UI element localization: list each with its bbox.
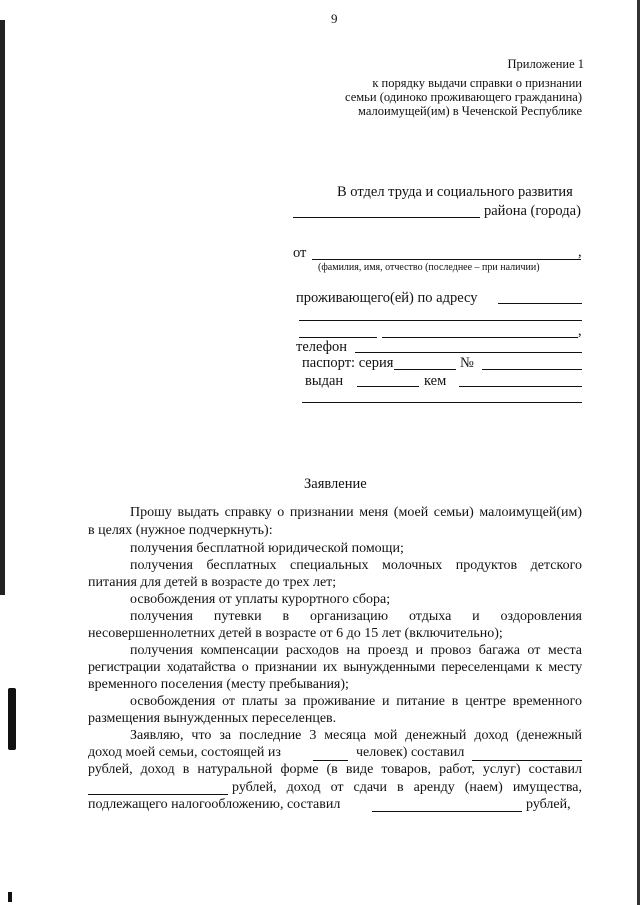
natural-income-blank bbox=[88, 794, 228, 795]
statement-line: Заявляю, что за последние 3 месяца мой денежный доход (денежный bbox=[130, 728, 582, 743]
passport-number-label: № bbox=[460, 355, 474, 371]
statement-line: Прошу выдать справку о признании меня (моей семьи) малоимущей(им) bbox=[130, 505, 582, 520]
statement-line: доход моей семьи, состоящей из bbox=[88, 745, 281, 760]
passport-number-blank bbox=[482, 369, 582, 370]
from-label: от bbox=[293, 245, 307, 261]
statement-line: человек) составил bbox=[356, 745, 465, 760]
address-blank bbox=[382, 337, 578, 338]
addressee-department: В отдел труда и социального развития bbox=[337, 184, 573, 200]
statement-line: временного поселения (месту пребывания); bbox=[88, 677, 349, 692]
rental-income-blank bbox=[372, 811, 522, 812]
issued-by-label: кем bbox=[424, 373, 447, 389]
scan-mark bbox=[8, 688, 16, 750]
scan-dot bbox=[8, 892, 12, 902]
statement-line: освобождения от уплаты курортного сбора; bbox=[130, 592, 391, 607]
district-blank bbox=[293, 217, 480, 218]
statement-line: получения путевки в организацию отдыха и оздоровления bbox=[130, 609, 582, 624]
statement-line: регистрации ходатайства о признании их вынужденными переселенцами к месту bbox=[88, 660, 582, 675]
statement-line: получения компенсации расходов на проезд и провоз багажа от места bbox=[130, 643, 582, 658]
statement-line: размещения вынужденных переселенцев. bbox=[88, 711, 337, 726]
scan-edge-left bbox=[0, 20, 5, 595]
fullname-blank bbox=[312, 259, 581, 260]
passport-series-label: паспорт: серия bbox=[302, 355, 394, 371]
statement-line: получения бесплатных специальных молочных продуктов детского bbox=[130, 558, 582, 573]
income-blank bbox=[472, 760, 582, 761]
appendix-title: Приложение 1 bbox=[507, 57, 584, 71]
address-blank bbox=[498, 303, 582, 304]
issued-date-blank bbox=[357, 386, 419, 387]
statement-line: получения бесплатной юридической помощи; bbox=[130, 541, 404, 556]
statement-line: рублей, доход в натуральной форме (в виде товаров, работ, услуг) составил bbox=[88, 762, 582, 777]
address-blank bbox=[299, 337, 377, 338]
address-blank bbox=[299, 320, 582, 321]
issued-by-blank bbox=[459, 386, 582, 387]
appendix-line: семьи (одиноко проживающего гражданина) bbox=[345, 90, 582, 104]
residence-label: проживающего(ей) по адресу bbox=[296, 290, 478, 306]
fullname-caption: (фамилия, имя, отчество (последнее – при наличии) bbox=[318, 262, 540, 273]
appendix-line: малоимущей(им) в Чеченской Республике bbox=[358, 104, 582, 118]
issued-by-blank bbox=[302, 402, 582, 403]
page-number: 9 bbox=[331, 11, 338, 26]
statement-line: рублей, доход от сдачи в аренду (наем) имущества, bbox=[232, 780, 582, 795]
statement-line: в целях (нужное подчеркнуть): bbox=[88, 523, 273, 538]
phone-label: телефон bbox=[296, 339, 348, 355]
phone-blank bbox=[355, 352, 582, 353]
appendix-line: к порядку выдачи справки о признании bbox=[372, 76, 582, 90]
statement-line: питания для детей в возрасте до трех лет; bbox=[88, 575, 337, 590]
family-size-blank bbox=[313, 760, 348, 761]
statement-line: рублей, bbox=[526, 797, 571, 812]
passport-series-blank bbox=[394, 369, 456, 370]
statement-line: подлежащего налогообложению, составил bbox=[88, 797, 341, 812]
issued-label: выдан bbox=[305, 373, 344, 389]
statement-line: несовершеннолетних детей в возрасте от 6 до 15 лет (включительно); bbox=[88, 626, 503, 641]
statement-heading: Заявление bbox=[304, 476, 367, 492]
statement-line: освобождения от платы за проживание и питание в центре временного bbox=[130, 694, 582, 709]
district-label: района (города) bbox=[484, 203, 581, 219]
